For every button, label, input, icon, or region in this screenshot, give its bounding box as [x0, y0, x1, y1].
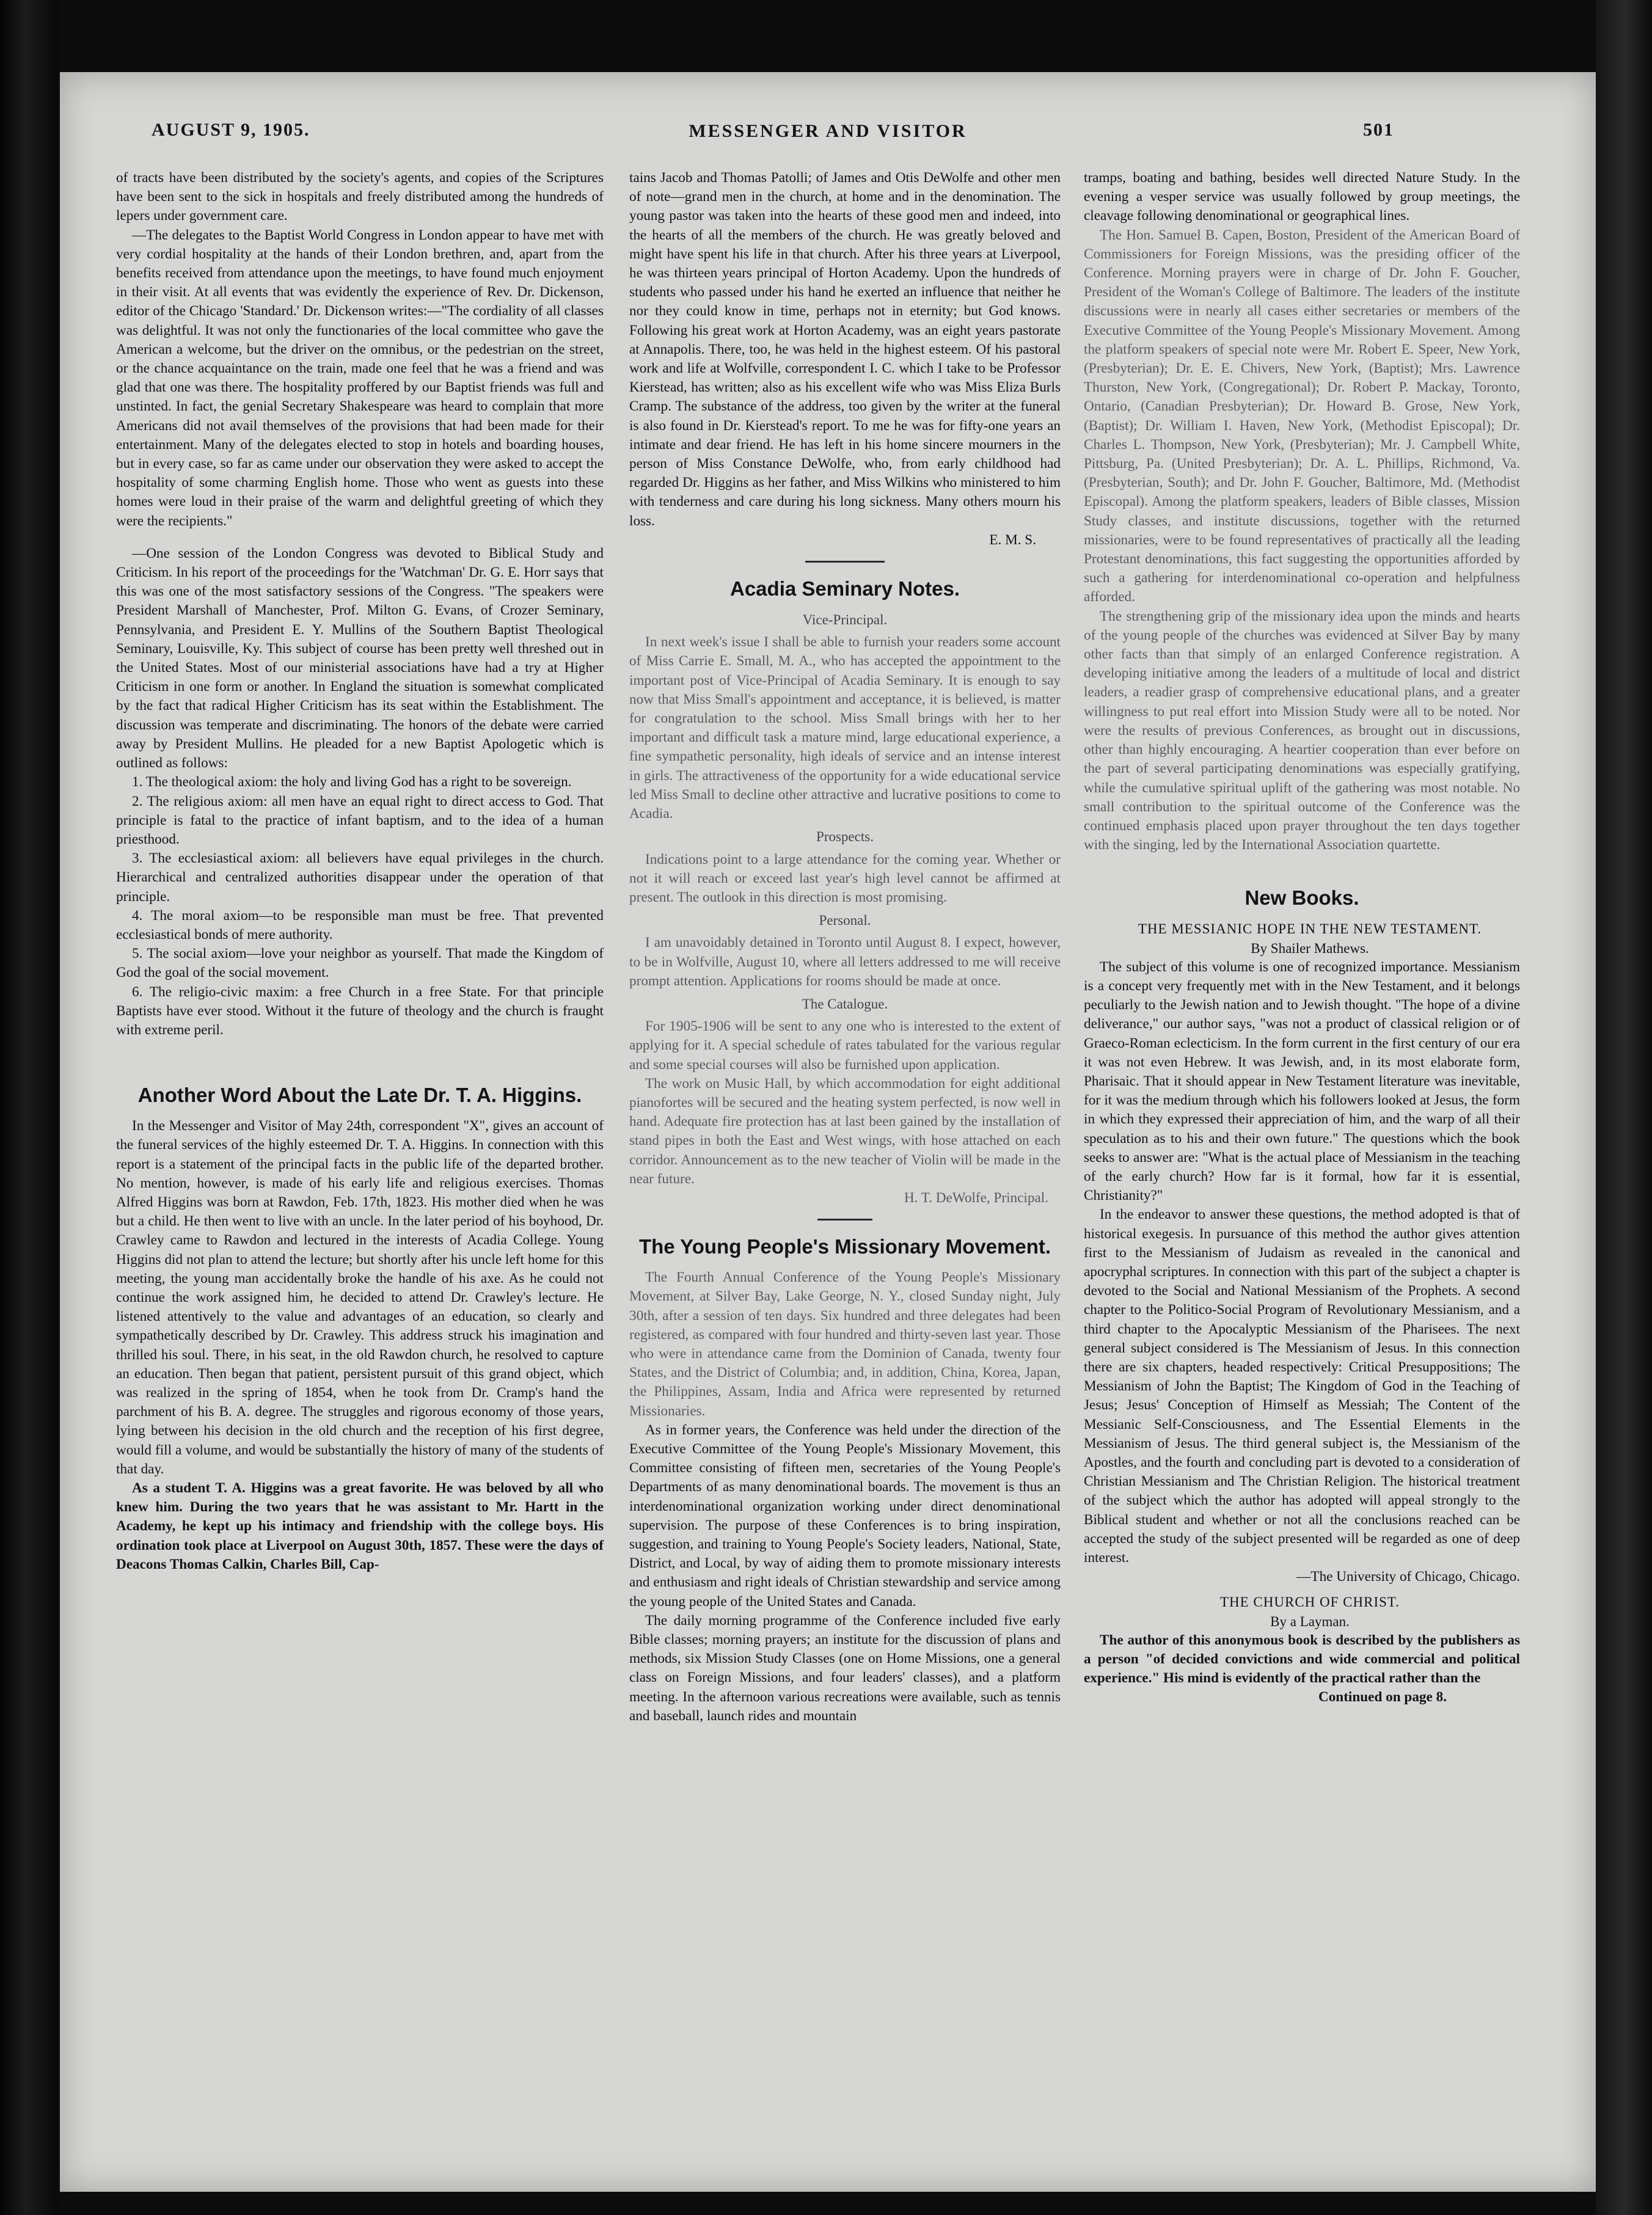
- book-author: By a Layman.: [1270, 1613, 1350, 1629]
- numbered-point: 5. The social axiom—love your neighbor as yourself. That made the Kingdom of God the goal of the social movement.: [116, 946, 604, 981]
- section-subheading: Prospects.: [816, 829, 874, 845]
- book-author: By Shailer Mathews.: [1251, 940, 1369, 956]
- paragraph: tains Jacob and Thomas Patolli; of James and Otis DeWolfe and other men of note—grand men in the church, at home and in the denomination. The young pastor was taken into the hearts of these good men and indeed, into the hearts of all the members of the church. He was greatly beloved and might have spent his life in that church. After his three years at Liverpool, he was thirteen years principal of Horton Academy. Upon the hundreds of students who passed under his hand he exerted an influence that neither he nor they could know in time, perhaps not in eternity; but God knows. Following his great work at Horton Academy, was an eight years pastorate at Annapolis. There, too, he was held in the highest esteem. Of his pastoral work and life at Wolfville, correspondent I. C. which I take to be Professor Kierstead, has written; also as his excellent wife who was Miss Eliza Burls Cramp. The substance of the address, too given by the writer at the funeral is also found in Dr. Kierstead's report. To me he was for fifty-one years an intimate and dear friend. He has left in his home sincere mourners in the person of Miss Constance DeWolfe, who, from early childhood had regarded Dr. Higgins as her father, and Miss Wilkins who ministered to him with tenderness and care during his long sickness. Many others mourn his loss.: [629, 170, 1061, 529]
- paragraph: The daily morning programme of the Conference included five early Bible classes; morning prayers; an institute for the discussion of plans and methods, six Mission Study Classes (one on Home Missions, one a general class on Foreign Missions, and four leaders' classes), and a platform meeting. In the afternoon various recreations were available, such as tennis and baseball, launch rides and mountain: [629, 1612, 1061, 1724]
- paragraph: In the Messenger and Visitor of May 24th, correspondent "X", gives an account of the funeral services of the highly esteemed Dr. T. A. Higgins. In connection with this report is a statement of the principal facts in the public life of the departed brother. No mention, however, is made of his early life and religious exercises. Thomas Alfred Higgins was born at Rawdon, Feb. 17th, 1823. His mother died when he was but a child. He then went to live with an uncle. In the later period of his boyhood, Dr. Crawley came to Rawdon and lectured in the interests of Acadia College. Young Higgins did not plan to attend the lecture; but shortly after his uncle left home for this meeting, the young man accidentally broke the handle of his axe. As he could not continue the work assigned him, he decided to attend Dr. Crawley's lecture. He listened attentively to the value and advantages of an education, so clearly and sympathetically described by Dr. Crawley. This address struck his imagination and thrilled his soul. There, in his seat, in the old Rawdon church, he resolved to capture an education. Then began that patient, persistent pursuit of this grand object, which was realized in the spring of 1854, when he took from Dr. Cramp's hand the parchment of his B. A. degree. The struggles and rigorous economy of those years, lying between his decision in the old church and the reception of his first degree, would fill a volume, and would be substantially the history of many of the students of that day.: [116, 1118, 604, 1477]
- numbered-point: 6. The religio-civic maxim: a free Church in a free State. For that principle Baptists have ever stood. Without it the future of theology and the church is fraught with extreme peril.: [116, 983, 604, 1038]
- paragraph: The author of this anonymous book is described by the publishers as a person "of decided convictions and wide commercial and political experience." His mind is evidently of the practical rather than the: [1084, 1632, 1520, 1687]
- column-left: [116, 169, 604, 1574]
- column-middle: [629, 169, 1061, 1726]
- paragraph: The work on Music Hall, by which accommodation for eight additional pianofortes will be secured and the heating system perfected, is now well in hand. Adequate fire protection has at last been gained by the installation of stand pipes in both the East and West wings, with hose attached on each corridor. Announcement as to the new teacher of Violin will be made in the near future.: [629, 1075, 1061, 1187]
- paragraph: —The delegates to the Baptist World Congress in London appear to have met with very cordial hospitality at the hands of their London brethren, and, apart from the benefits received from attendance upon the meetings, to have found much enjoyment in their visit. At all events that was evidently the experience of Rev. Dr. Dickenson, editor of the Chicago 'Standard.' Dr. Dickenson writes:—"The cordiality of all classes was delightful. It was not only the functionaries of the local committee who gave the American a welcome, but the driver on the omnibus, or the pedestrian on the street, or the chance acquaintance on the train, made one feel that he was a friend and was glad that one was there. The hospitality proffered by our Baptist friends was full and unstinted. In fact, the genial Secretary Shakespeare was heard to complain that more Americans did not avail themselves of the provisions that had been made for their entertainment. Many of the delegates elected to stop in hotels and boarding houses, but in every case, so far as came under our observation they were asked to accept the hospitality of some charming English home. Those who went as guests into these homes were loud in their praise of the warm and delightful greeting of which they were the recipients.": [116, 227, 604, 529]
- paragraph: The strengthening grip of the missionary idea upon the minds and hearts of the young people of the churches was evidenced at Silver Bay by many other facts than that simply of an enlarged Conference registration. A developing initiative among the leaders of a multitude of local and district leaders, a readier grasp of comprehensive educational plans, and a greater willingness to put real effort into Mission Study were all to be noted. Nor were the results of previous Conferences, as brought out in discussions, other than highly encouraging. A heartier cooperation than ever before on the part of several participating denominations was especially gratifying, while the cumulative spiritual uplift of the gathering was most notable. No small contribution to the spiritual outcome of the Conference was the continued emphasis placed upon prayer throughout the ten days together with the singing, led by the International Association quartette.: [1084, 608, 1520, 853]
- paragraph: For 1905-1906 will be sent to any one who is interested to the extent of applying for it. A special schedule of rates tabulated for the various regular and some special courses will also be furnished upon application.: [629, 1018, 1061, 1073]
- paragraph: The Hon. Samuel B. Capen, Boston, President of the American Board of Commissioners for Foreign Missions, was the presiding officer of the Conference. Morning prayers were in charge of Dr. John F. Goucher, President of the Woman's College of Baltimore. The leaders of the institute discussions were in nearly all cases either secretaries or members of the Executive Committee of the Young People's Missionary Movement. Among the platform speakers of special note were Mr. Robert E. Speer, New York, (Presbyterian); Dr. E. E. Chivers, New York, (Baptist); Mrs. Lawrence Thurston, New York, (Congregational); Dr. Robert P. Mackay, Toronto, Ontario, (Canadian Presbyterian); Dr. Howard B. Grose, New York, (Baptist); Dr. William I. Haven, New York, (Methodist Episcopal); Dr. Charles L. Thompson, New York, (Presbyterian); Mr. J. Campbell White, Pittsburg, Pa. (United Presbyterian); Dr. A. L. Phillips, Richmond, Va. (Presbyterian, South); and Dr. John F. Goucher, Baltimore, Md. (Methodist Episcopal). Among the platform speakers, leaders of Bible classes, Mission Study classes, and institute discussions, together with the returned missionaries, were to be found representatives of practically all the leading Protestant denominations, this fact suggesting the opportunities afforded by such a gathering for interdenominational co-operation and helpfulness afforded.: [1084, 227, 1520, 605]
- article-heading-higgins: Another Word About the Late Dr. T. A. Higgins.: [137, 1084, 582, 1107]
- newspaper-page: [60, 72, 1596, 2192]
- paragraph: The Fourth Annual Conference of the Young People's Missionary Movement, at Silver Bay, Lake George, N. Y., closed Sunday night, July 30th, after a session of ten days. Six hundred and three delegates had been registered, as compared with four hundred and thirty-seven last year. Those who were in attendance came from the Dominion of Canada, twenty four States, and the District of Columbia; and, in addition, China, Korea, Japan, the Philippines, Assam, India and Africa were represented by returned Missionaries.: [629, 1269, 1061, 1419]
- paragraph: I am unavoidably detained in Toronto until August 8. I expect, however, to be in Wolfville, August 10, where all letters addressed to me will receive prompt attention. Applications for rooms should be made at once.: [629, 935, 1061, 989]
- divider-rule: [805, 561, 885, 563]
- section-subheading: The Catalogue.: [802, 996, 888, 1012]
- review-source: —The University of Chicago, Chicago.: [1296, 1569, 1520, 1585]
- numbered-point: 3. The ecclesiastical axiom: all believers have equal privileges in the church. Hierarchical and centralized authorities disappear under the operation of that principle.: [116, 850, 604, 905]
- article-heading-seminary: Acadia Seminary Notes.: [730, 577, 960, 600]
- section-subheading: Personal.: [819, 913, 871, 929]
- continued-notice: Continued on page 8.: [1318, 1689, 1447, 1706]
- signature: E. M. S.: [989, 531, 1036, 548]
- numbered-point: 4. The moral axiom—to be responsible man must be free. That prevented ecclesiastical bonds of mere authority.: [116, 907, 604, 943]
- paragraph: tramps, boating and bathing, besides well directed Nature Study. In the evening a vesper service was usually followed by group meetings, the cleavage following denominational or geographical lines.: [1084, 170, 1520, 224]
- section-subheading: Vice-Principal.: [802, 612, 888, 628]
- film-edge-left: [0, 0, 58, 2215]
- paragraph: As a student T. A. Higgins was a great favorite. He was beloved by all who knew him. During the two years that he was assistant to Mr. Hartt in the Academy, he kept up his intimacy and friendship with the college boys. His ordination took place at Liverpool on August 30th, 1857. These were the days of Deacons Thomas Calkin, Charles Bill, Cap-: [116, 1480, 604, 1572]
- column-right: [1084, 169, 1520, 1707]
- paragraph: The subject of this volume is one of recognized importance. Messianism is a concept very frequently met with in the New Testament, and it belongs peculiarly to the Jewish nation and to Jewish thought. "The hope of a divine deliverance," our author says, "was not a product of classical religion or of Graeco-Roman eclecticism. In the form current in the first century of our era it was not even Hebrew. It was Jewish, and, in its most elaborate form, Pharisaic. That it should appear in New Testament literature was inevitable, for it was the medium through which his followers looked at Jesus, the form in which they expressed their appreciation of him, and the warp of all their speculation as to his and their own future." The questions which the book seeks to answer are: "What is the actual place of Messianism in the teaching of the early church? How far is it formal, how far it is essential, Christianity?": [1084, 958, 1520, 1204]
- paragraph: of tracts have been distributed by the society's agents, and copies of the Scriptures have been sent to the sick in hospitals and freely distributed among the hundreds of lepers under government care.: [116, 170, 604, 224]
- running-header: [60, 120, 1596, 162]
- paragraph: In next week's issue I shall be able to furnish your readers some account of Miss Carrie E. Small, M. A., who has accepted the appointment to the important post of Vice-Principal of Acadia Seminary. It is enough to say now that Miss Small's appointment and acceptance, it is believed, is matter for congratulation to the school. Miss Small brings with her to her important and difficult task a mature mind, large educational experience, a fine sympathetic personality, high ideals of service and an intense interest in girls. The attractiveness of the opportunity for a wide educational service led Miss Small to decline other attractive and lucrative positions to come to Acadia.: [629, 634, 1061, 822]
- page-number: 501: [1363, 120, 1394, 140]
- book-title: THE MESSIANIC HOPE IN THE NEW TESTAMENT.: [1138, 921, 1482, 937]
- paragraph: Indications point to a large attendance for the coming year. Whether or not it will reach or exceed last year's high level cannot be affirmed at present. The outlook in this direction is most promising.: [629, 851, 1061, 905]
- book-title: THE CHURCH OF CHRIST.: [1219, 1594, 1400, 1610]
- paragraph: In the endeavor to answer these questions, the method adopted is that of historical exegesis. In pursuance of this method the author gives attention first to the Messianism of Judaism as revealed in the canonical and apocryphal scriptures. In connection with this part of the subject a chapter is devoted to the Social and National Messianism of the Prophets. A second chapter to the Politico-Social Program of Revolutionary Messianism, and a third chapter to the Apocalyptic Messianism of the Pharisees. The next general subject considered is The Messianism of Jesus. In this connection there are six chapters, headed respectively: Critical Presuppositions; The Messianism of John the Baptist; The Kingdom of God in the Teaching of Jesus; Jesus' Conception of Himself as Messiah; The Content of the Messianic Self-Consciousness, and The Essential Elements in the Messianism of Jesus. The third general subject is, the Messianism of the Apostles, and the fourth and concluding part is devoted to a consideration of Christian Messianism and The Christian Religion. The historical treatment of the subject which the author has adopted will appeal strongly to the Biblical student and whether or not all the conclusions reached can be accepted the study of the subject presented will be regarded as one of deep interest.: [1084, 1206, 1520, 1566]
- paragraph: —One session of the London Congress was devoted to Biblical Study and Criticism. In his report of the proceedings for the 'Watchman' Dr. G. E. Horr says that this was one of the most satisfactory sessions of the Congress. "The speakers were President Marshall of Manchester, Prof. Milton G. Evans, of Crozer Seminary, Pennsylvania, and President E. Y. Mullins of the Southern Baptist Theological Seminary, Louisville, Ky. This subject of course has been pretty well threshed out in the United States. Most of our ministerial associations have had a try at Higher Criticism in one form or another. In England the situation is somewhat complicated by the fact that radical Higher Criticism has its seat within the Establishment. The discussion was temperate and discriminating. The honors of the debate were carried away by President Mullins. He pleaded for a new Baptist Apologetic which is outlined as follows:: [116, 545, 604, 772]
- article-heading-missionary-movement: The Young People's Missionary Movement.: [638, 1235, 1051, 1258]
- masthead-title: MESSENGER AND VISITOR: [689, 121, 967, 141]
- film-edge-right: [1596, 0, 1652, 2215]
- issue-date: AUGUST 9, 1905.: [152, 120, 310, 140]
- numbered-point: 2. The religious axiom: all men have an equal right to direct access to God. That principle is fatal to the practice of infant baptism, and to the idea of a human priesthood.: [116, 793, 604, 847]
- signature: H. T. DeWolfe, Principal.: [904, 1189, 1048, 1206]
- paragraph: As in former years, the Conference was held under the direction of the Executive Committee of the Young People's Missionary Movement, this Committee consisting of fifteen men, secretaries of the Young People's Departments of as many denominational boards. The movement is thus an interdenominational organization working under direct denominational supervision. The purpose of these Conferences is to bring inspiration, suggestion, and training to Young People's Society leaders, National, State, District, and Local, by way of aiding them to promote missionary interests and enthusiasm and right ideals of Christian stewardship and service among the young people of the United States and Canada.: [629, 1421, 1061, 1610]
- section-heading-new-books: New Books.: [1244, 886, 1359, 910]
- numbered-point: 1. The theological axiom: the holy and living God has a right to be sovereign.: [132, 774, 572, 790]
- divider-rule: [817, 1219, 872, 1221]
